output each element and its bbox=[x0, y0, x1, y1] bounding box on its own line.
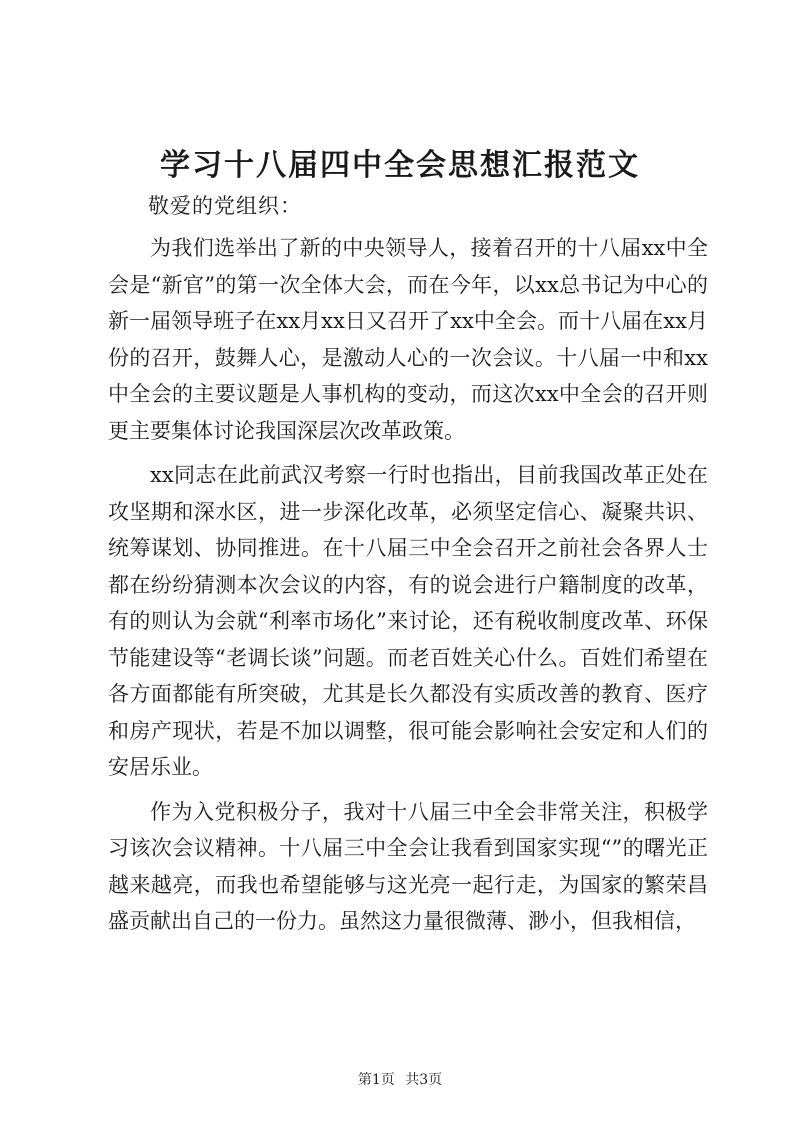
document-body bbox=[108, 230, 708, 948]
paragraph: xx同志在此前武汉考察一行时也指出，目前我国改革正处在攻坚期和深水区，进一步深化改革，必须坚定信心、凝聚共识、统筹谋划、协同推进。在十八届三中全会召开之前社会各界人士都在纷纷猜测本次会议的内容，有的说会进行户籍制度的改革，有的则认为会就“利率市场化”来讨论，还有税收制度改革、环保节能建设等“老调长谈”问题。而老百姓关心什么。百姓们希望在各方面都能有所突破，尤其是长久都没有实质改善的教育、医疗和房产现状，若是不加以调整，很可能会影响社会安定和人们的安居乐业。 bbox=[108, 463, 708, 779]
page-number: 第1页 bbox=[357, 1072, 395, 1088]
page-footer bbox=[0, 1069, 800, 1089]
paragraph: 作为入党积极分子，我对十八届三中全会非常关注，积极学习该次会议精神。十八届三中全会让我看到国家实现“”的曙光正越来越亮，而我也希望能够与这光亮一起行走，为国家的繁荣昌盛贡献出自己的一份力。虽然这力量很微薄、渺小，但我相信， bbox=[108, 799, 708, 933]
document-title: 学习十八届四中全会思想汇报范文 bbox=[160, 148, 640, 183]
page-total: 共3页 bbox=[405, 1072, 443, 1088]
salutation: 敬爱的党组织： bbox=[148, 194, 302, 218]
paragraph: 为我们选举出了新的中央领导人，接着召开的十八届xx中全会是“新官”的第一次全体大会，而在今年，以xx总书记为中心的新一届领导班子在xx月xx日又召开了xx中全会。而十八届在xx月份的召开，鼓舞人心，是激动人心的一次会议。十八届一中和xx中全会的主要议题是人事机构的变动，而这次xx中全会的召开则更主要集体讨论我国深层次改革政策。 bbox=[108, 236, 708, 443]
